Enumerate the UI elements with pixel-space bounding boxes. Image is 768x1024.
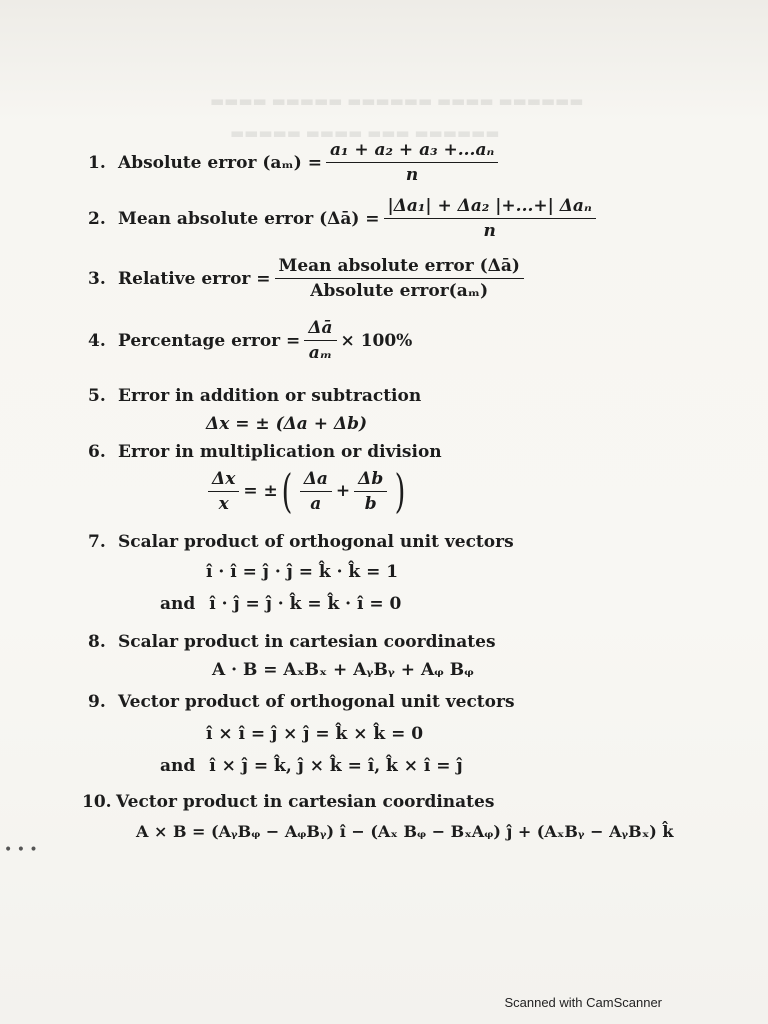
- equation-scalar-cartesian: A · B = AₓBₓ + AᵧBᵧ + Aᵩ Bᵩ: [212, 660, 474, 680]
- fraction-term-b: [354, 469, 387, 514]
- and-word: and: [160, 756, 196, 776]
- percentage-suffix: × 100%: [340, 330, 413, 351]
- equation-vector-unit-line2: [160, 756, 463, 776]
- denominator: Absolute error(aₘ): [310, 281, 489, 301]
- item-number: 6.: [88, 442, 106, 462]
- fraction: [326, 140, 498, 185]
- numerator: Δb: [354, 469, 387, 492]
- denominator: n: [483, 221, 496, 241]
- fraction: [275, 256, 524, 301]
- right-paren: ): [394, 464, 406, 518]
- numerator: a₁ + a₂ + a₃ +...aₙ: [326, 140, 498, 163]
- item-number: 5.: [88, 386, 106, 406]
- item-number: 1.: [88, 152, 106, 173]
- heading-vector-cartesian: [82, 792, 495, 812]
- item-number: 9.: [88, 692, 106, 712]
- equation-vector-unit-line1: î × î = ĵ × ĵ = k̂ × k̂ = 0: [206, 724, 424, 744]
- equation-text: î × ĵ = k̂, ĵ × k̂ = î, k̂ × î = ĵ: [209, 756, 463, 776]
- numerator: Δx: [208, 469, 239, 492]
- formula-relative-error: [88, 256, 528, 301]
- denominator: a: [310, 493, 322, 514]
- scanner-watermark: Scanned with CamScanner: [504, 995, 662, 1010]
- denominator: x: [218, 493, 229, 514]
- item-number: 8.: [88, 632, 106, 652]
- formula-label: Scalar product of orthogonal unit vectors: [118, 532, 514, 552]
- item-number: 7.: [88, 532, 106, 552]
- fraction: [384, 196, 596, 241]
- heading-vector-unit-vectors: [88, 692, 515, 712]
- equation-text: î · ĵ = ĵ · k̂ = k̂ · î = 0: [209, 594, 402, 614]
- item-number: 3.: [88, 268, 106, 289]
- numerator: Mean absolute error (Δā): [275, 256, 524, 279]
- numerator: Δā: [304, 318, 336, 341]
- formula-label: Percentage error =: [118, 330, 301, 351]
- denominator: b: [364, 493, 377, 514]
- formula-label: Vector product of orthogonal unit vectors: [118, 692, 515, 712]
- denominator: aₘ: [308, 343, 333, 363]
- formula-label: Mean absolute error (Δā) =: [118, 208, 380, 229]
- numerator: Δa: [300, 469, 332, 492]
- formula-label: Error in multiplication or division: [118, 442, 442, 462]
- heading-scalar-cartesian: [88, 632, 496, 652]
- equation-scalar-unit-line2: [160, 594, 401, 614]
- fraction-term-a: [300, 469, 332, 514]
- formula-label: Scalar product in cartesian coordinates: [118, 632, 496, 652]
- formula-mean-absolute-error: [88, 196, 600, 241]
- fraction: [304, 318, 336, 363]
- formula-label: Absolute error (aₘ) =: [118, 152, 322, 173]
- formula-absolute-error: [88, 140, 502, 185]
- bleed-through-text: ▬▬▬▬▬ ▬▬▬▬ ▬▬▬ ▬▬▬▬▬▬: [230, 124, 500, 142]
- equation-multiplication-error: [204, 464, 409, 518]
- heading-error-addition: [88, 386, 421, 406]
- equals-plus-minus: = ±: [243, 481, 278, 501]
- denominator: n: [405, 165, 419, 185]
- plus-sign: +: [335, 481, 351, 501]
- bleed-through-text: ▬▬▬▬ ▬▬▬▬▬ ▬▬▬▬▬▬ ▬▬▬▬ ▬▬▬▬▬▬: [210, 92, 584, 110]
- left-paren: (: [281, 464, 293, 518]
- fraction-lhs: [208, 469, 239, 514]
- equation-scalar-unit-line1: î · î = ĵ · ĵ = k̂ · k̂ = 1: [206, 562, 399, 582]
- formula-percentage-error: [88, 318, 412, 363]
- and-word: and: [160, 594, 196, 614]
- formula-label: Relative error =: [118, 268, 271, 289]
- item-number: 10.: [82, 792, 112, 812]
- equation-vector-cartesian: A × B = (AᵧBᵩ − AᵩBᵧ) î − (Aₓ Bᵩ − BₓAᵩ) ĵ + (AₓBᵧ − AᵧBₓ) k̂: [136, 822, 674, 841]
- formula-label: Error in addition or subtraction: [118, 386, 422, 406]
- numerator: |Δa₁| + Δa₂ |+...+| Δaₙ: [384, 196, 596, 219]
- item-number: 4.: [88, 330, 106, 351]
- equation-addition-error: Δx = ± (Δa + Δb): [206, 414, 368, 434]
- heading-error-multiplication: [88, 442, 442, 462]
- formula-label: Vector product in cartesian coordinates: [116, 792, 495, 812]
- heading-scalar-unit-vectors: [88, 532, 514, 552]
- item-number: 2.: [88, 208, 106, 229]
- scan-artifact-dots: • • •: [4, 842, 38, 858]
